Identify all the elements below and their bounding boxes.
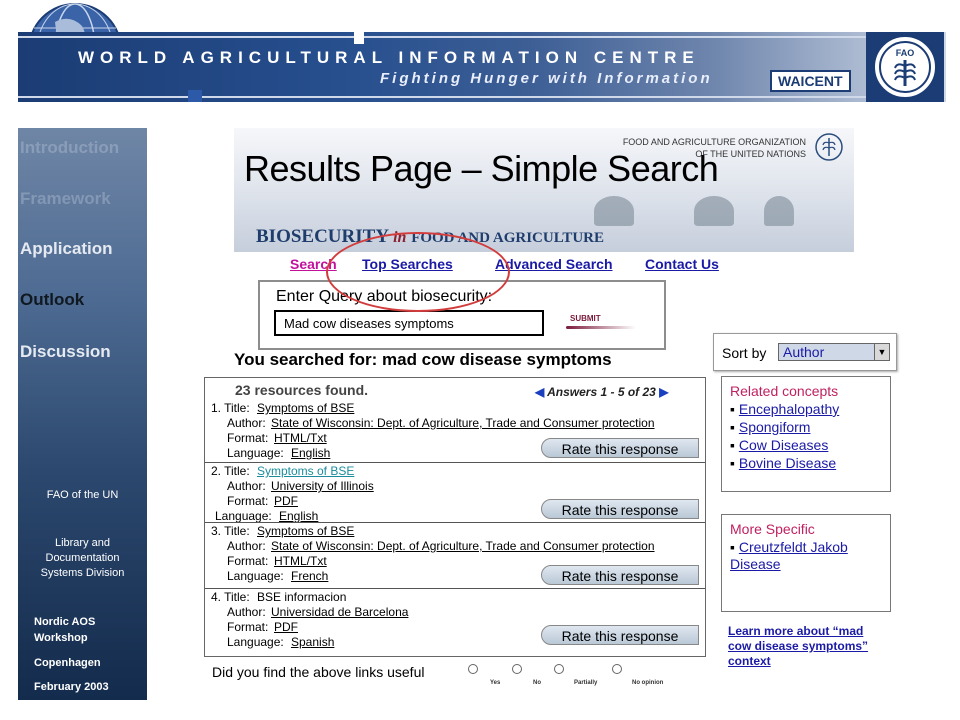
- specific-link-cjd[interactable]: Creutzfeldt Jakob: [738, 539, 848, 555]
- radio-no-label: No: [533, 680, 541, 686]
- learn-more-line-1: Learn more about “mad: [728, 624, 864, 638]
- query-label: Enter Query about biosecurity:: [276, 288, 493, 305]
- more-specific-panel: [721, 514, 891, 612]
- format-label: Format:: [227, 431, 269, 445]
- sort-by-value: Author: [783, 344, 825, 360]
- sort-by-label: Sort by: [722, 345, 767, 361]
- sidebar-item-outlook[interactable]: Outlook: [20, 290, 85, 309]
- radio-yes-label: Yes: [490, 680, 501, 686]
- result-author-link[interactable]: State of Wisconsin: Dept. of Agriculture, Trade and Consumer protection: [271, 539, 655, 553]
- rate-response-button[interactable]: Rate this response: [541, 438, 699, 458]
- result-item: [205, 400, 705, 462]
- specific-item: ▪ Creutzfeldt Jakob: [730, 539, 848, 555]
- biosecurity-logo: [256, 226, 604, 248]
- result-number: 1. Title:: [211, 401, 250, 415]
- radio-no-opinion[interactable]: [612, 664, 622, 674]
- result-item: [205, 588, 705, 657]
- related-link-cow-diseases[interactable]: Cow Diseases: [738, 437, 829, 453]
- rate-response-button[interactable]: Rate this response: [541, 565, 699, 585]
- banner-decoration: [188, 90, 202, 102]
- event-line-2: Workshop: [34, 632, 88, 644]
- next-page-icon[interactable]: ▶: [659, 385, 669, 399]
- specific-link-cjd-2[interactable]: Disease: [730, 556, 781, 572]
- sidebar-item-introduction[interactable]: Introduction: [20, 138, 120, 157]
- result-author-link[interactable]: University of Illinois: [271, 479, 374, 493]
- learn-more-link[interactable]: [728, 624, 868, 669]
- submit-button[interactable]: SUBMIT: [570, 314, 601, 323]
- results-list: [204, 377, 706, 657]
- nav-top-searches-link[interactable]: Top Searches: [362, 256, 453, 272]
- pagination: [535, 385, 668, 399]
- chevron-down-icon[interactable]: ▼: [874, 344, 889, 360]
- radio-no[interactable]: [512, 664, 522, 674]
- result-language-link[interactable]: French: [291, 569, 329, 583]
- author-label: Author:: [227, 479, 266, 493]
- org-name-line-1: FOOD AND AGRICULTURE ORGANIZATION: [622, 137, 806, 147]
- biosecurity-in: in: [393, 229, 407, 246]
- format-label: Format:: [227, 494, 269, 508]
- division-line-2: Documentation: [45, 552, 120, 564]
- nav-contact-us-link[interactable]: Contact Us: [645, 256, 719, 272]
- related-item: ▪ Bovine Disease: [730, 455, 837, 471]
- searched-for-text: You searched for: mad cow disease symptoms: [234, 350, 612, 369]
- event-city: Copenhagen: [34, 657, 101, 669]
- format-label: Format:: [227, 554, 269, 568]
- division-line-3: Systems Division: [40, 567, 125, 579]
- result-format-link[interactable]: HTML/Txt: [274, 431, 327, 445]
- banner-title: WORLD AGRICULTURAL INFORMATION CENTRE: [78, 48, 700, 67]
- result-title: BSE informacion: [257, 590, 347, 604]
- event-line-1: Nordic AOS: [34, 616, 96, 628]
- fao-small-logo: [814, 132, 844, 162]
- sidebar-item-framework[interactable]: Framework: [20, 189, 111, 208]
- result-format-link[interactable]: PDF: [274, 494, 298, 508]
- result-language-link[interactable]: English: [279, 509, 319, 523]
- org-label: FAO of the UN: [46, 489, 119, 501]
- sidebar-item-application[interactable]: Application: [20, 239, 113, 258]
- more-specific-heading: More Specific: [730, 521, 815, 537]
- result-number: 3. Title:: [211, 524, 250, 538]
- result-language-link[interactable]: Spanish: [291, 635, 335, 649]
- result-format-link[interactable]: PDF: [274, 620, 298, 634]
- event-date: February 2003: [34, 681, 109, 693]
- related-link-spongiform[interactable]: Spongiform: [738, 419, 811, 435]
- learn-more-line-2: cow disease symptoms”: [728, 639, 869, 653]
- related-link-encephalopathy[interactable]: Encephalopathy: [738, 401, 840, 417]
- result-language-link[interactable]: English: [291, 446, 331, 460]
- result-author-link[interactable]: State of Wisconsin: Dept. of Agriculture, Trade and Consumer protection: [271, 416, 655, 430]
- language-label: Language:: [227, 569, 284, 583]
- prev-page-icon[interactable]: ◀: [535, 385, 545, 399]
- radio-yes[interactable]: [468, 664, 478, 674]
- fao-logo: [866, 32, 944, 102]
- fao-logo-text: FAO: [895, 48, 915, 58]
- results-count: 23 resources found.: [235, 382, 369, 398]
- division-line-1: Library and: [54, 537, 111, 549]
- related-item: ▪ Encephalopathy: [730, 401, 840, 417]
- result-number: 4. Title:: [211, 590, 250, 604]
- page-title: Results Page – Simple Search: [244, 148, 719, 189]
- language-label: Language:: [227, 446, 284, 460]
- result-title-link[interactable]: Symptoms of BSE: [257, 401, 355, 415]
- header-banner: [18, 32, 946, 102]
- pagination-label: Answers 1 - 5 of 23: [547, 385, 656, 399]
- banner-decoration: [354, 32, 364, 44]
- language-label: Language:: [227, 635, 284, 649]
- result-format-link[interactable]: HTML/Txt: [274, 554, 327, 568]
- author-label: Author:: [227, 539, 266, 553]
- related-concepts-panel: [721, 376, 891, 492]
- related-concepts-heading: Related concepts: [730, 383, 839, 399]
- query-form: [258, 280, 666, 350]
- biosecurity-subtitle: FOOD AND AGRICULTURE: [411, 230, 604, 246]
- feedback-question: Did you find the above links useful: [212, 664, 425, 680]
- nav-search-link[interactable]: Search: [290, 256, 337, 272]
- author-label: Author:: [227, 605, 266, 619]
- format-label: Format:: [227, 620, 269, 634]
- result-number: 2. Title:: [211, 464, 250, 478]
- sidebar: [18, 128, 147, 700]
- radio-partially[interactable]: [554, 664, 564, 674]
- learn-more-line-3: context: [728, 654, 771, 668]
- waicent-logo: WAICENT: [770, 70, 851, 92]
- org-name-line-2: OF THE UNITED NATIONS: [695, 149, 806, 159]
- banner-tagline: Fighting Hunger with Information: [380, 70, 713, 87]
- biosecurity-text: BIOSECURITY: [256, 226, 389, 247]
- submit-decoration: [566, 326, 636, 329]
- related-link-bovine-disease[interactable]: Bovine Disease: [738, 455, 837, 471]
- rate-response-button[interactable]: Rate this response: [541, 499, 699, 519]
- result-title-link[interactable]: Symptoms of BSE: [257, 524, 355, 538]
- specific-item: [730, 556, 781, 572]
- related-item: ▪ Spongiform: [730, 419, 811, 435]
- result-author-link[interactable]: Universidad de Barcelona: [271, 605, 409, 619]
- query-input[interactable]: [274, 310, 544, 336]
- related-item: ▪ Cow Diseases: [730, 437, 829, 453]
- radio-no-opinion-label: No opinion: [632, 680, 664, 686]
- rate-response-button[interactable]: Rate this response: [541, 625, 699, 645]
- nav-advanced-search-link[interactable]: Advanced Search: [495, 256, 613, 272]
- sidebar-item-discussion[interactable]: Discussion: [20, 342, 111, 361]
- sort-by-select[interactable]: [778, 343, 890, 361]
- result-item: [205, 462, 705, 523]
- result-item: [205, 522, 705, 589]
- radio-partially-label: Partially: [574, 680, 598, 686]
- language-label: Language:: [215, 509, 272, 523]
- result-title-link[interactable]: Symptoms of BSE: [257, 464, 355, 478]
- sort-by-box: [713, 333, 897, 371]
- author-label: Author:: [227, 416, 266, 430]
